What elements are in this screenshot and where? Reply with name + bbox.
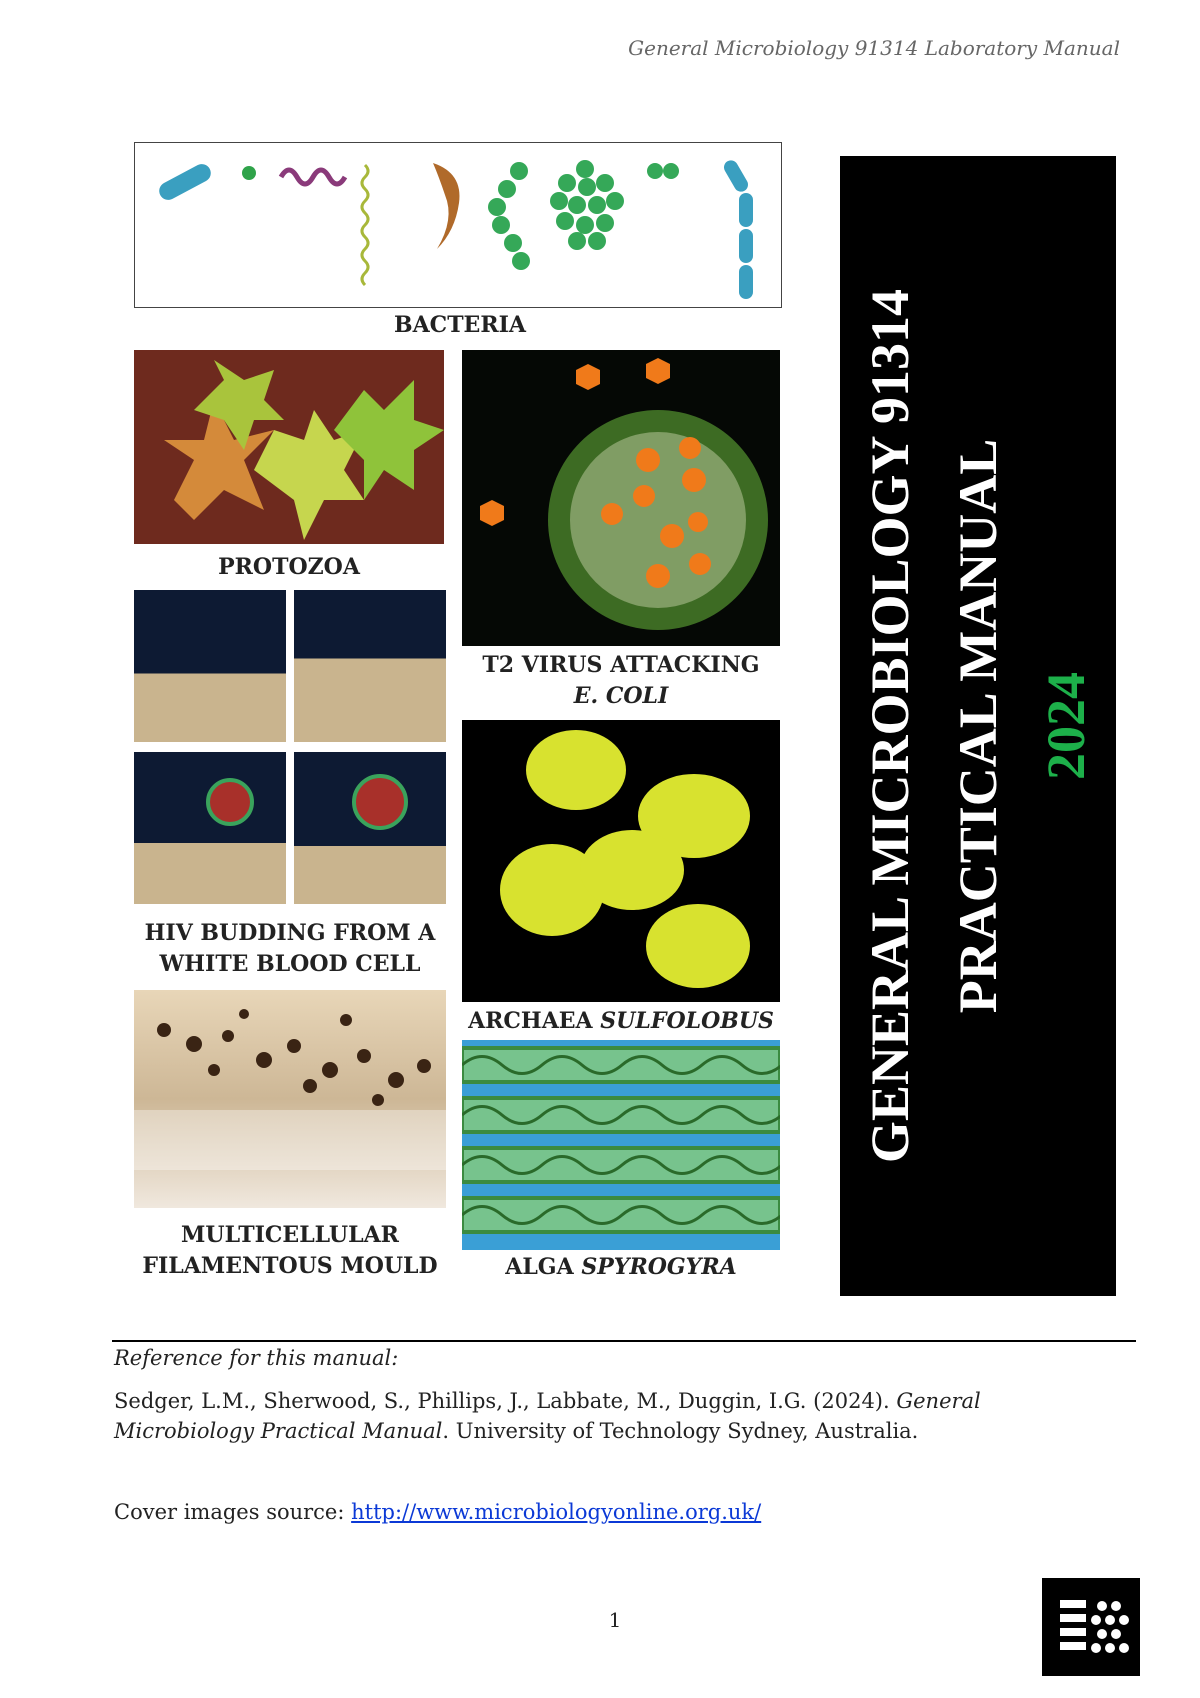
title-box (840, 156, 1116, 1296)
caption-t2-virus (462, 650, 780, 712)
hiv-image-1 (134, 590, 286, 742)
virion-icon (294, 752, 446, 904)
caption-archaea (462, 1006, 780, 1037)
caption-alga (462, 1252, 780, 1283)
divider (112, 1340, 1136, 1342)
ecoli-italic: E. COLI (573, 683, 669, 709)
t2-virus-shapes-icon (462, 350, 780, 646)
virion-icon (134, 752, 286, 904)
mould-shapes-icon (134, 990, 446, 1208)
caption-mould-line1: MULTICELLULAR (181, 1222, 399, 1248)
caption-t2-line2 (462, 681, 780, 712)
reference-title: General Microbiology Practical Manual (114, 1389, 981, 1443)
cover-title (846, 176, 1110, 1276)
uts-logo (1042, 1578, 1140, 1676)
caption-protozoa: PROTOZOA (218, 554, 360, 580)
protozoa-shapes-icon (134, 350, 444, 544)
reference-citation (114, 1386, 1114, 1446)
bacteria-shapes-icon (135, 143, 781, 307)
caption-archaea-prefix: ARCHAEA (468, 1008, 601, 1034)
alga-shapes-icon (462, 1040, 780, 1250)
image-source (114, 1500, 761, 1524)
caption-hiv (134, 918, 446, 980)
running-header: General Microbiology 91314 Laboratory Manual (628, 36, 1120, 60)
reference-authors: Sedger, L.M., Sherwood, S., Phillips, J., Labbate, M., Duggin, I.G. (2024). (114, 1389, 897, 1413)
alga-image (462, 1040, 780, 1250)
caption-mould (134, 1220, 446, 1282)
caption-alga-name: SPYROGYRA (581, 1254, 737, 1280)
cover-title-line1: GENERAL MICROBIOLOGY 91314 (860, 288, 920, 1164)
hiv-image-3 (134, 752, 286, 904)
caption-archaea-name: SULFOLOBUS (600, 1008, 774, 1034)
reference-label: Reference for this manual: (114, 1346, 399, 1370)
image-source-label: Cover images source: (114, 1500, 352, 1524)
t2-virus-image (462, 350, 780, 646)
page-number: 1 (608, 1608, 622, 1632)
mould-image (134, 990, 446, 1208)
caption-hiv-line1: HIV BUDDING FROM A (144, 920, 436, 946)
reference-publisher: . University of Technology Sydney, Australia. (442, 1419, 919, 1443)
hiv-image-2 (294, 590, 446, 742)
cover-title-line2: PRACTICAL MANUAL (948, 438, 1008, 1014)
caption-mould-line2: FILAMENTOUS MOULD (142, 1253, 438, 1279)
archaea-shapes-icon (462, 720, 780, 1002)
caption-hiv-line2: WHITE BLOOD CELL (159, 951, 421, 977)
cover-year: 2024 (1036, 672, 1096, 780)
caption-alga-prefix: ALGA (505, 1254, 582, 1280)
caption-t2-line1: T2 VIRUS ATTACKING (482, 652, 760, 678)
hiv-image-4 (294, 752, 446, 904)
uts-logo-icon (1042, 1578, 1140, 1676)
image-source-link[interactable]: http://www.microbiologyonline.org.uk/ (351, 1500, 762, 1524)
bacteria-illustration (134, 142, 782, 308)
protozoa-image (134, 350, 444, 544)
caption-bacteria: BACTERIA (394, 312, 526, 338)
archaea-image (462, 720, 780, 1002)
